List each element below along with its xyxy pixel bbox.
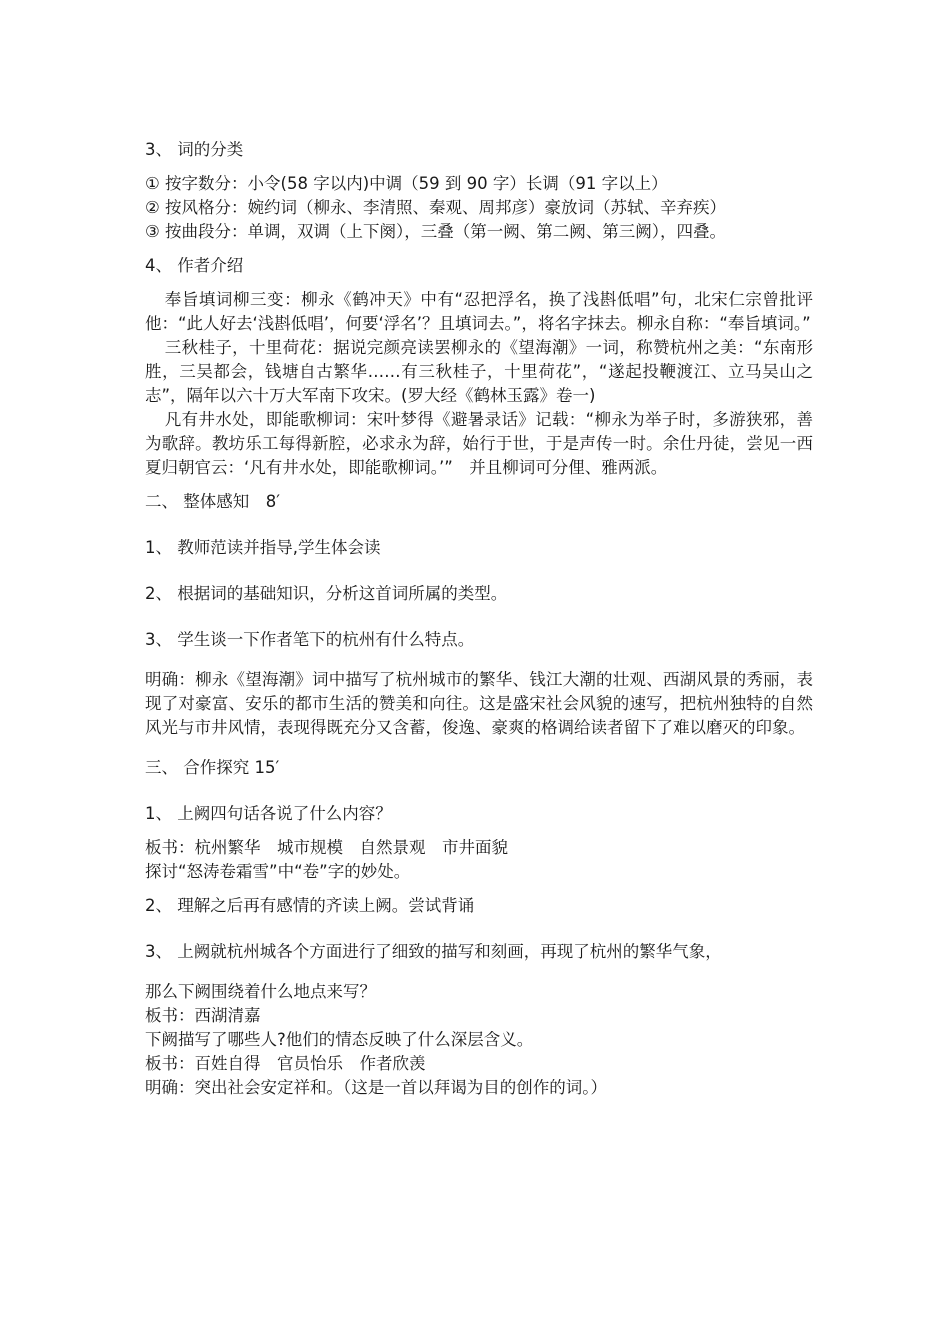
author-paragraph: 凡有井水处，即能歌柳词：宋叶梦得《避暑录话》记载：“柳永为举子时，多游狭邪，善为歌辞。教坊乐工每得新腔，必求永为辞，始行于世，于是声传一时。余仕丹徒，尝见一西夏归朝官云：‘凡有井水处，即能歌柳词。’” 并且柳词可分俚、雅两派。 [145, 410, 813, 477]
author-paragraph: 奉旨填词柳三变：柳永《鹤冲天》中有“忍把浮名，换了浅斟低唱”句，北宋仁宗曾批评他：“此人好去‘浅斟低唱’，何要‘浮名’？且填词去。”，将名字抹去。柳永自称：“奉旨填词。” [145, 290, 813, 333]
classify-item: ③ 按曲段分：单调，双调（上下阕），三叠（第一阙、第二阙、第三阙），四叠。 [145, 222, 727, 241]
explore-note: 探讨“怒涛卷霜雪”中“卷”字的妙处。 [145, 862, 411, 881]
section-heading-author: 4、 作者介绍 [145, 256, 244, 275]
body-line: 下阙描写了哪些人?他们的情态反映了什么深层含义。 [145, 1030, 534, 1049]
part-heading-explore: 三、 合作探究 15′ [145, 758, 280, 777]
body-line: 那么下阙围绕着什么地点来写？ [145, 982, 376, 1001]
board-note: 板书：百姓自得 官员怡乐 作者欣羡 [145, 1054, 426, 1073]
question-item: 3、 上阙就杭州城各个方面进行了细致的描写和刻画，再现了杭州的繁华气象， [145, 942, 722, 961]
question-item: 2、 理解之后再有感情的齐读上阙。尝试背诵 [145, 896, 475, 915]
task-item: 3、 学生谈一下作者笔下的杭州有什么特点。 [145, 630, 475, 649]
answer-paragraph: 明确：柳永《望海潮》词中描写了杭州城市的繁华、钱江大潮的壮观、西湖风景的秀丽，表现了对豪富、安乐的都市生活的赞美和向往。这是盛宋社会风貌的速写，把杭州独特的自然风光与市井风情，表现得既充分又含蓄，俊逸、豪爽的格调给读者留下了难以磨灭的印象。 [145, 670, 813, 737]
question-item: 1、 上阙四句话各说了什么内容？ [145, 804, 392, 823]
part-heading-overall: 二、 整体感知 8′ [145, 492, 280, 511]
board-note: 板书：杭州繁华 城市规模 自然景观 市井面貌 [145, 838, 508, 857]
board-note: 板书：西湖清嘉 [145, 1006, 261, 1025]
task-item: 1、 教师范读并指导,学生体会读 [145, 538, 381, 557]
classify-item: ① 按字数分：小令(58 字以内)中调（59 到 90 字）长调（91 字以上） [145, 174, 668, 193]
document-body [145, 138, 813, 1100]
author-paragraph: 三秋桂子，十里荷花：据说完颜亮读罢柳永的《望海潮》一词，称赞杭州之美：“东南形胜，三吴都会，钱塘自古繁华……有三秋桂子，十里荷花”，“遂起投鞭渡江、立马吴山之志”，隔年以六十万大军南下攻宋。(罗大经《鹤林玉露》卷一) [145, 338, 813, 405]
task-item: 2、 根据词的基础知识，分析这首词所属的类型。 [145, 584, 508, 603]
section-heading-classification: 3、 词的分类 [145, 140, 244, 159]
answer-line: 明确：突出社会安定祥和。（这是一首以拜谒为目的创作的词。） [145, 1078, 607, 1097]
classify-item: ② 按风格分：婉约词（柳永、李清照、秦观、周邦彦）豪放词（苏轼、辛弃疾） [145, 198, 727, 217]
